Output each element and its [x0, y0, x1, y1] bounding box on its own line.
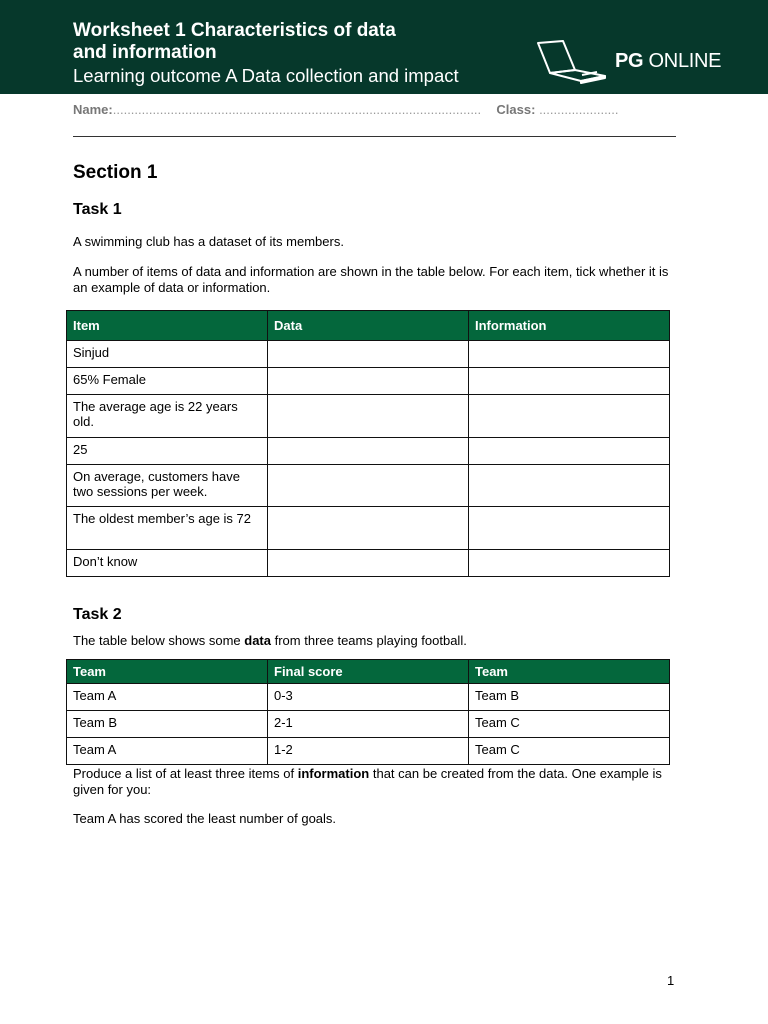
task2-table — [66, 659, 670, 765]
item-cell: The average age is 22 years old. — [67, 395, 268, 438]
information-tick-cell[interactable] — [469, 368, 670, 395]
team-cell: Team A — [67, 684, 268, 711]
task2-produce-instruction: Produce a list of at least three items of information that can be created from the data. One example is given for you: — [73, 766, 662, 797]
name-field-line[interactable]: ...................................................................................................... — [112, 102, 482, 117]
data-tick-cell[interactable] — [268, 507, 469, 550]
team-cell: Team A — [67, 738, 268, 765]
pg-online-logo — [535, 40, 735, 84]
score-cell: 2-1 — [268, 711, 469, 738]
information-tick-cell[interactable] — [469, 438, 670, 465]
table-row — [67, 465, 670, 507]
information-tick-cell[interactable] — [469, 465, 670, 507]
task1-title: Task 1 — [73, 201, 122, 218]
table-row — [67, 550, 670, 577]
class-field-line[interactable]: ...................... — [539, 102, 619, 117]
information-tick-cell[interactable] — [469, 550, 670, 577]
section-title: Section 1 — [73, 162, 158, 183]
task1-instruction: A number of items of data and information are shown in the table below. For each item, tick whether it is an example of data or information. — [73, 264, 669, 295]
item-cell: Don’t know — [67, 550, 268, 577]
data-tick-cell[interactable] — [268, 550, 469, 577]
worksheet-title-line1: Worksheet 1 Characteristics of data — [73, 20, 396, 41]
table-row — [67, 738, 670, 765]
laptop-icon — [535, 40, 607, 84]
information-tick-cell[interactable] — [469, 507, 670, 550]
logo-text: ONLINE — [643, 50, 722, 72]
item-cell: 65% Female — [67, 368, 268, 395]
table-row — [67, 438, 670, 465]
header-divider — [73, 136, 676, 137]
class-label: Class: — [496, 102, 536, 117]
table-header-row — [67, 660, 670, 684]
table-row — [67, 684, 670, 711]
data-tick-cell[interactable] — [268, 438, 469, 465]
column-header-information: Information — [469, 311, 670, 341]
table-row — [67, 395, 670, 438]
task2-example: Team A has scored the least number of goals. — [73, 811, 337, 826]
worksheet-title-line2: and information — [73, 42, 217, 63]
data-tick-cell[interactable] — [268, 341, 469, 368]
data-tick-cell[interactable] — [268, 368, 469, 395]
task2-title: Task 2 — [73, 606, 122, 623]
column-header-team: Team — [469, 660, 670, 684]
name-label: Name: — [73, 102, 113, 117]
table-row — [67, 711, 670, 738]
item-cell: 25 — [67, 438, 268, 465]
information-tick-cell[interactable] — [469, 395, 670, 438]
score-cell: 1-2 — [268, 738, 469, 765]
item-cell: Sinjud — [67, 341, 268, 368]
column-header-item: Item — [67, 311, 268, 341]
table-row — [67, 507, 670, 550]
team-cell: Team B — [469, 684, 670, 711]
worksheet-header — [0, 0, 768, 94]
task2-intro: The table below shows some data from three teams playing football. — [73, 633, 467, 648]
team-cell: Team B — [67, 711, 268, 738]
name-class-row — [73, 102, 673, 117]
learning-outcome-subtitle: Learning outcome A Data collection and impact — [73, 65, 459, 86]
column-header-final-score: Final score — [268, 660, 469, 684]
data-tick-cell[interactable] — [268, 465, 469, 507]
team-cell: Team C — [469, 711, 670, 738]
logo-bold-text: PG — [615, 50, 644, 72]
task1-table — [66, 310, 670, 577]
table-row — [67, 368, 670, 395]
information-tick-cell[interactable] — [469, 341, 670, 368]
data-tick-cell[interactable] — [268, 395, 469, 438]
item-cell: On average, customers have two sessions per week. — [67, 465, 268, 507]
column-header-data: Data — [268, 311, 469, 341]
score-cell: 0-3 — [268, 684, 469, 711]
item-cell: The oldest member’s age is 72 — [67, 507, 268, 550]
table-header-row — [67, 311, 670, 341]
table-row — [67, 341, 670, 368]
page-number: 1 — [667, 973, 675, 988]
task1-intro: A swimming club has a dataset of its members. — [73, 234, 344, 249]
team-cell: Team C — [469, 738, 670, 765]
column-header-team: Team — [67, 660, 268, 684]
